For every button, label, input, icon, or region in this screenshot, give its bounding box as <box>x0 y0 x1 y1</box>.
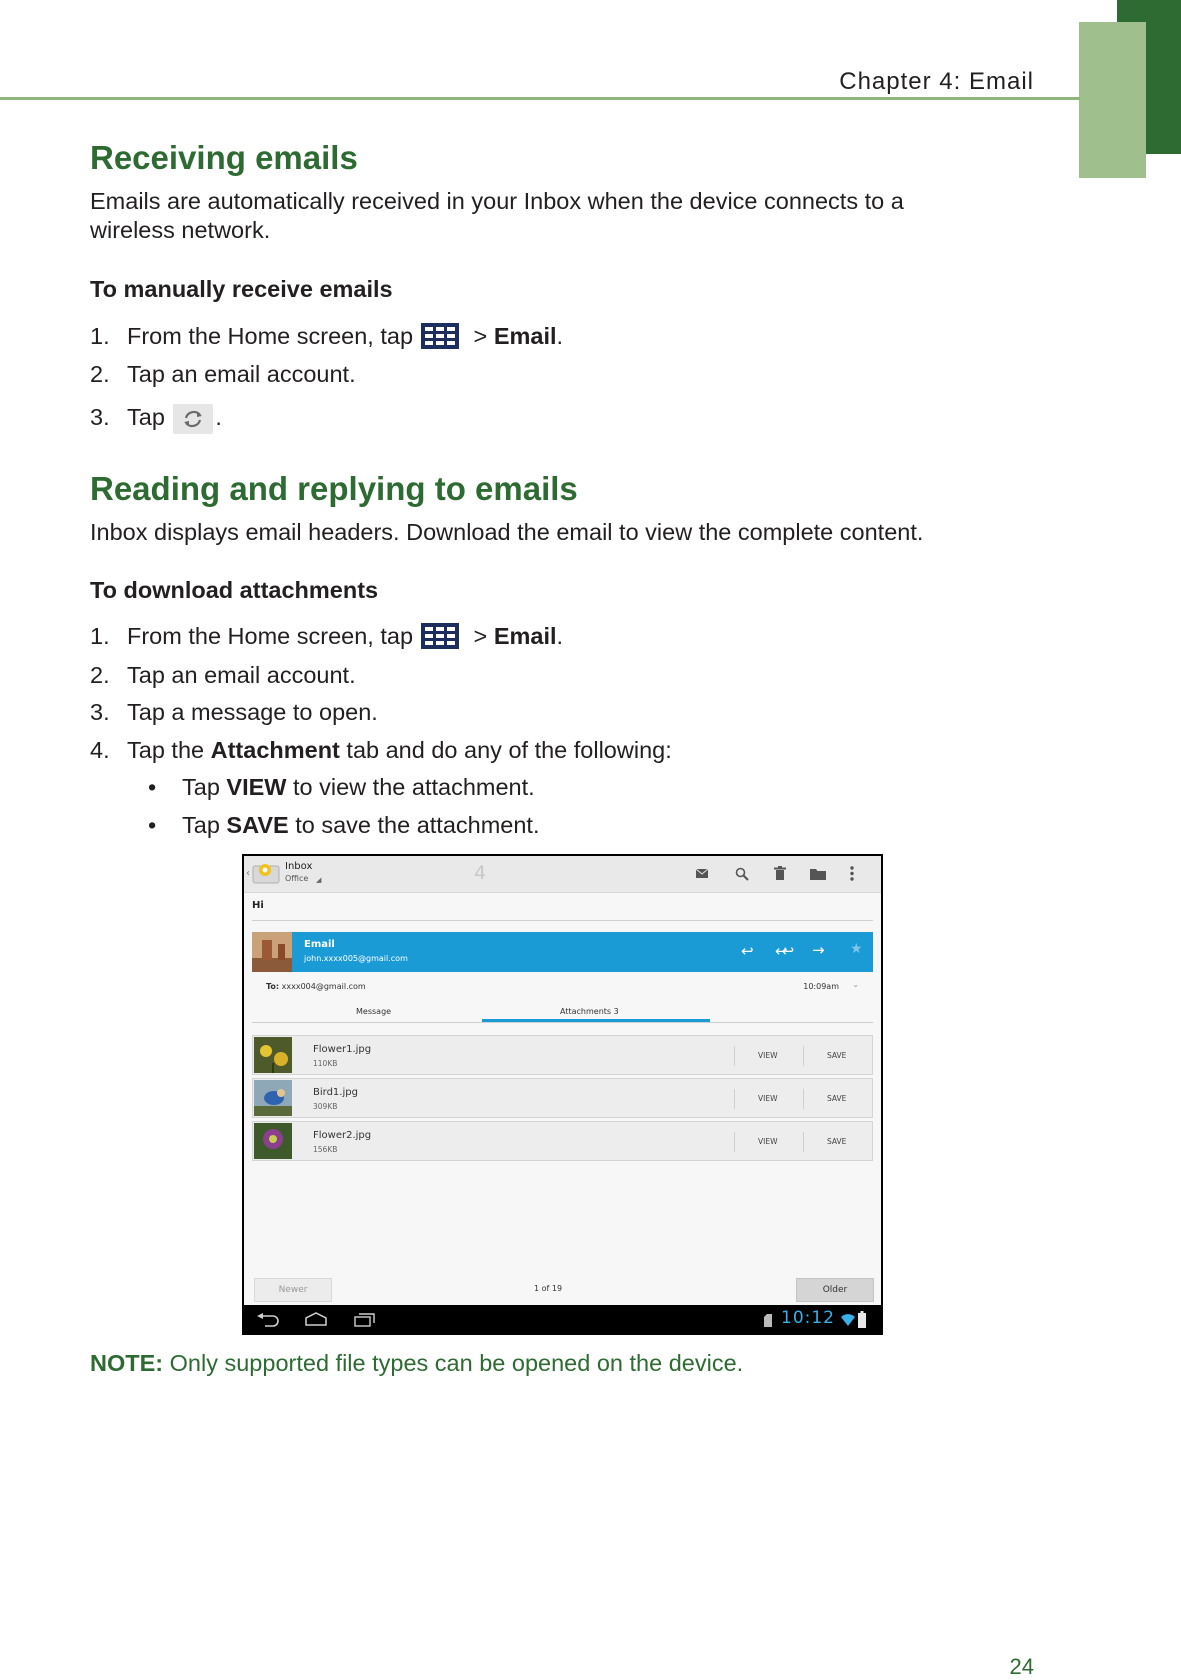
attachment-thumbnail <box>254 1123 292 1159</box>
email-tabs <box>252 1004 873 1023</box>
overflow-menu-icon[interactable] <box>850 866 854 881</box>
list-item: 2. Tap an email account. <box>90 662 356 688</box>
sender-avatar <box>252 932 292 972</box>
email-subject: Hi <box>252 900 264 911</box>
save-button[interactable]: SAVE <box>827 1051 847 1060</box>
attachment-name: Flower2.jpg <box>313 1130 372 1141</box>
divider <box>734 1132 735 1152</box>
section-title-receiving: Receiving emails <box>90 139 358 176</box>
older-button[interactable]: Older <box>796 1278 874 1302</box>
wifi-icon <box>841 1314 855 1326</box>
divider <box>252 920 873 921</box>
attachment-size: 156KB <box>313 1145 338 1154</box>
attachment-name: Bird1.jpg <box>313 1087 358 1098</box>
header-rule <box>0 97 1080 100</box>
account-label[interactable]: Office <box>285 874 309 883</box>
view-button[interactable]: VIEW <box>758 1051 778 1060</box>
note: NOTE: Only supported file types can be opened on the device. <box>90 1350 744 1376</box>
list-item: 1. From the Home screen, tap > Email. <box>90 323 564 349</box>
back-nav-icon[interactable] <box>257 1313 279 1327</box>
section-intro-reading: Inbox displays email headers. Download the email to view the complete content. <box>90 519 924 545</box>
procedure-title-receive: To manually receive emails <box>90 276 393 302</box>
apps-grid-icon <box>421 623 459 649</box>
email-screen <box>244 856 881 1305</box>
list-item: 1. From the Home screen, tap > Email. <box>90 623 564 649</box>
home-nav-icon[interactable] <box>304 1312 328 1326</box>
dropdown-icon[interactable]: ◢ <box>316 876 322 884</box>
chapter-header: Chapter 4: Email <box>839 68 1034 95</box>
email-time: 10:09am <box>803 982 839 991</box>
email-app-icon <box>252 862 280 884</box>
chapter-tab-light <box>1079 22 1146 178</box>
page-number: 24 <box>1009 1654 1034 1679</box>
view-button[interactable]: VIEW <box>758 1137 778 1146</box>
save-button[interactable]: SAVE <box>827 1137 847 1146</box>
list-item: 3. Tap . <box>90 404 222 434</box>
divider <box>734 1046 735 1066</box>
attachment-row <box>252 1035 873 1075</box>
divider <box>803 1046 804 1066</box>
attachment-row <box>252 1078 873 1118</box>
inbox-label[interactable]: Inbox <box>285 861 313 872</box>
attachment-thumbnail <box>254 1080 292 1116</box>
email-app-screenshot <box>242 854 883 1335</box>
reply-icon[interactable]: ↩ <box>741 942 754 960</box>
newer-button[interactable]: Newer <box>254 1278 332 1302</box>
active-tab-indicator <box>482 1019 710 1022</box>
action-bar <box>244 856 881 893</box>
attachment-size: 110KB <box>313 1059 338 1068</box>
delete-icon[interactable] <box>774 866 786 881</box>
expand-chevron-icon[interactable]: ⌄ <box>852 980 859 989</box>
attachment-thumbnail <box>254 1037 292 1073</box>
page-indicator: 1 of 19 <box>534 1284 563 1293</box>
reply-all-icon[interactable]: ↩↩ <box>775 942 789 960</box>
sender-name: Email <box>304 939 335 950</box>
move-folder-icon[interactable] <box>810 867 826 880</box>
search-icon[interactable] <box>735 867 749 881</box>
divider <box>803 1132 804 1152</box>
recent-apps-icon[interactable] <box>354 1313 376 1327</box>
divider <box>734 1089 735 1109</box>
forward-icon[interactable]: → <box>812 941 825 959</box>
battery-icon <box>858 1311 866 1328</box>
sender-email: john.xxxx005@gmail.com <box>304 954 408 963</box>
attachment-row <box>252 1121 873 1161</box>
tab-message[interactable]: Message <box>356 1007 392 1016</box>
section-intro-receiving: Emails are automatically received in your Inbox when the device connects to a wireless network. <box>90 188 904 243</box>
list-item: 2. Tap an email account. <box>90 361 356 387</box>
refresh-icon <box>173 404 213 434</box>
mark-unread-icon[interactable] <box>696 868 710 880</box>
tab-attachments[interactable]: Attachments 3 <box>560 1007 619 1016</box>
attachment-name: Flower1.jpg <box>313 1044 372 1055</box>
bullet-item: • Tap VIEW to view the attachment. <box>148 774 535 800</box>
bullet-item: • Tap SAVE to save the attachment. <box>148 812 540 838</box>
star-icon[interactable]: ★ <box>850 941 863 957</box>
section-title-reading: Reading and replying to emails <box>90 470 578 507</box>
status-clock: 10:12 <box>781 1308 835 1328</box>
list-item: 4. Tap the Attachment tab and do any of the following: <box>90 737 672 763</box>
sender-header[interactable] <box>252 932 873 972</box>
procedure-title-download: To download attachments <box>90 577 379 603</box>
back-chevron-icon[interactable]: ‹ <box>246 868 250 879</box>
attachment-size: 309KB <box>313 1102 338 1111</box>
list-item: 3. Tap a message to open. <box>90 699 378 725</box>
sd-card-icon <box>764 1314 772 1327</box>
save-button[interactable]: SAVE <box>827 1094 847 1103</box>
view-button[interactable]: VIEW <box>758 1094 778 1103</box>
apps-grid-icon <box>421 323 459 349</box>
recipient-line: To: xxxx004@gmail.com <box>266 982 366 991</box>
divider <box>803 1089 804 1109</box>
unread-count: 4 <box>474 862 487 884</box>
